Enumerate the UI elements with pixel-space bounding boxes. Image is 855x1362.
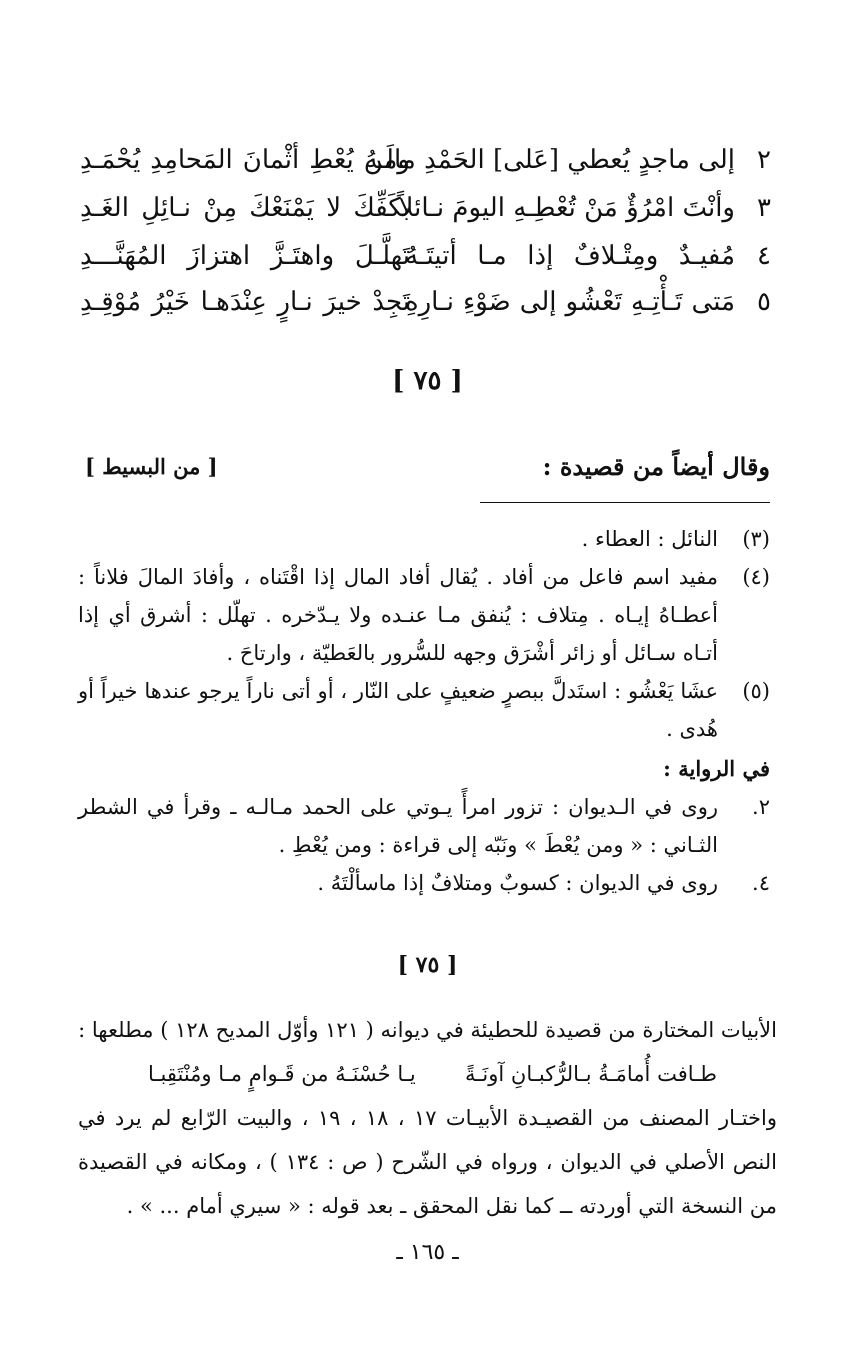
footnote [78, 558, 770, 672]
footnote-label: (٥) [742, 679, 770, 703]
verse-second-hemistich: تَهلَّـلَ واهتَـزَّ اهتزازَ المُهَنَّـــدِ [80, 241, 410, 271]
footnote-divider [480, 502, 770, 503]
verse-second-hemistich: بكَفِّكَ لا يَمْنَعْكَ مِنْ نـائِلِ الغَـدِ [80, 193, 410, 223]
footnote-text: مفيد اسم فاعل من أفاد . يُقال أفاد المال إذا اقْتَناه ، وأفادَ المالَ فلاناً : أعطـاهُ إيـاه . مِتلاف : يُنفق مـا عنـده ولا يـدّخره . تهلّل : أشرق أي إذا أتـاه سـائل أو زائر أشْرَق وجهه للسُّرور بالعَطيّة ، وارتاحَ . [78, 565, 718, 665]
verse-number: ٢ [757, 145, 771, 175]
variant-text: روى في الـديوان : تزور امرأً يـوتي على الحمد مـالـه ـ وقرأ في الشطر الثـاني : « ومن يُعْطَ » ونَبّه إلى قراءة : ومن يُعْطِ . [78, 795, 718, 857]
verse-number: ٤ [757, 241, 771, 271]
verse-number: ٣ [757, 193, 771, 223]
source-paragraph [78, 1008, 777, 1228]
variant-label: ٢. [752, 795, 770, 819]
footnote-text: عشَا يَعْشُو : استَدلَّ ببصرٍ ضعيفٍ على النّار ، أو أتى ناراً يرجو عندها خيراً أو هُدى . [78, 679, 718, 741]
variant-note [78, 788, 770, 864]
footnote-text: النائل : العطاء . [581, 527, 718, 551]
quoted-first-hemistich: طـافت أُمامَـةُ بـالرُّكبـانِ آونَـةً [464, 1062, 717, 1086]
paragraph-line: الأبيات المختارة من قصيدة للحطيئة في ديوانه ( ١٢١ وأوّل المديح ١٢٨ ) مطلعها : [78, 1018, 777, 1042]
section-number: [ ٧٥ ] [392, 366, 463, 396]
footnote [78, 520, 770, 558]
variant-note [78, 864, 770, 902]
verse-second-hemistich: ومن يُعْطِ أثْمانَ المَحامِدِ يُحْمَـدِ [80, 145, 410, 175]
poem-intro: وقال أيضاً من قصيدة : [542, 452, 770, 481]
page-number: ـ ١٦٥ ـ [396, 1240, 459, 1265]
variant-text: روى في الديوان : كسوبٌ ومتلافٌ إذا ماسألْتَهُ . [317, 871, 718, 895]
verse-line [70, 138, 775, 182]
verse-first-hemistich: وأنْتَ امْرُؤٌ مَنْ تُعْطِـهِ اليومَ نـائلاً [398, 193, 735, 223]
section-number-2: [ ٧٥ ] [397, 952, 458, 978]
verse-line [70, 186, 775, 230]
paragraph-body: واختـار المصنف من القصيـدة الأبيـات ١٧ ، ١٨ ، ١٩ ، والبيت الرّابع لم يرد في النص الأصلي في الديوان ، ورواه في الشّرح ( ص : ١٣٤ ) ، ومكانه في القصيدة من النسخة التي أوردته ــ كما نقل المحقق ـ بعد قوله : « سيري أمام ... » . [78, 1106, 778, 1218]
footnotes [78, 520, 770, 902]
verse-second-hemistich: تَجِدْ خيرَ نـارٍ عِنْدَهـا خَيْرُ مُوْقِـدِ [80, 287, 410, 317]
verse-line [70, 234, 775, 278]
footnote-label: (٤) [742, 565, 770, 589]
verse-number: ٥ [757, 287, 771, 317]
variants-heading: في الرواية : [663, 756, 770, 781]
verse-first-hemistich: إلى ماجدٍ يُعطي [عَلى] الحَمْدِ مالَـهُ [364, 145, 735, 175]
footnote [78, 672, 770, 748]
verse-first-hemistich: مُفيـدٌ ومِتْـلافٌ إذا مـا أتيتَـهُ [405, 241, 735, 271]
quoted-verse [78, 1052, 777, 1096]
footnote-label: (٣) [742, 527, 770, 551]
quoted-second-hemistich: يـا حُسْنَـهُ من قَـوامٍ مـا ومُنْتَقِبـا [148, 1062, 416, 1086]
variant-label: ٤. [752, 871, 770, 895]
verse-first-hemistich: مَتى تَـأْتِـهِ تَعْشُو إلى ضَوْءِ نـارِهِ [405, 287, 735, 317]
verse-line [70, 280, 775, 324]
poem-meter: [ من البسيط ] [85, 454, 218, 479]
